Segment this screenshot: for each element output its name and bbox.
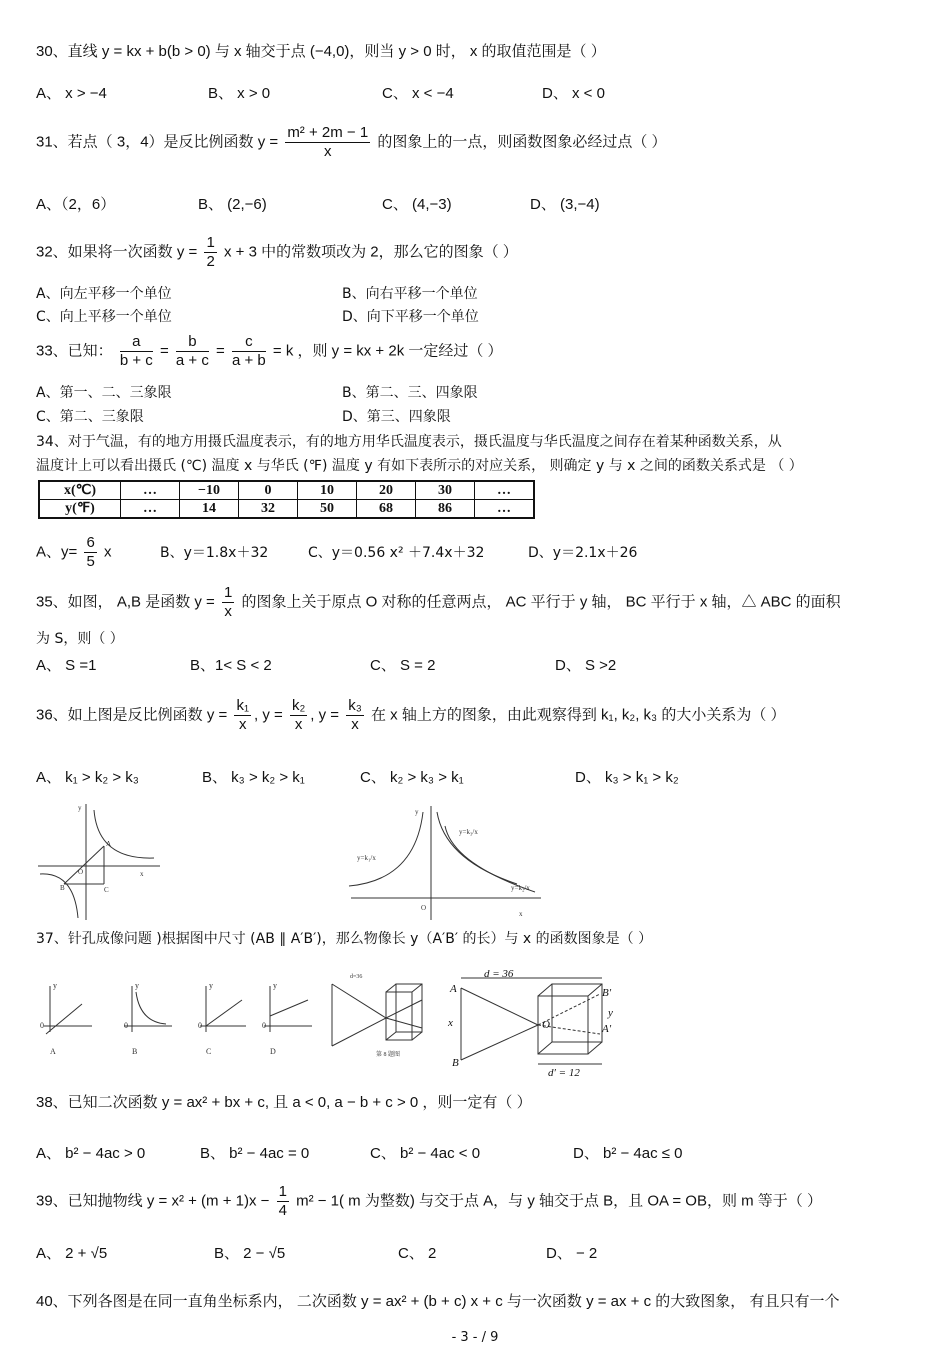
fig35-origin: O bbox=[78, 868, 84, 876]
svg-text:O: O bbox=[542, 1019, 550, 1031]
svg-text:y: y bbox=[273, 981, 277, 990]
svg-text:y: y bbox=[209, 981, 213, 990]
q35-option-b: B、1< S < 2 bbox=[190, 657, 272, 674]
fig36-curve-k1-label: y=k₁/x bbox=[357, 854, 376, 862]
q31-option-a: A、（2，6） bbox=[36, 196, 116, 213]
svg-text:0: 0 bbox=[40, 1021, 44, 1030]
svg-text:A: A bbox=[450, 983, 457, 995]
q32-option-d: D、向下平移一个单位 bbox=[342, 309, 479, 325]
q37-small-d-label: d=36 bbox=[350, 974, 363, 980]
fig35-x-label: x bbox=[140, 870, 144, 878]
q38-stem: 38、已知二次函数 y = ax² + bx + c, 且 a < 0, a − b + c > 0 ，则一定有（ ） bbox=[36, 1094, 532, 1111]
q36-option-d: D、 k₃ > k₁ > k₂ bbox=[575, 769, 679, 786]
svg-text:B: B bbox=[452, 1057, 459, 1069]
q35-stem: 35、如图， A,B 是函数 y = $\frac{1}{x}$ 的图象上关于原点 O 对称的任意两点， AC 平行于 y 轴， BC 平行于 x 轴，△ ABC 的面积 bbox=[36, 584, 841, 620]
q33-option-d: D、第三、四象限 bbox=[342, 409, 451, 425]
q37-figures bbox=[36, 968, 616, 1079]
q39-option-c: C、 2 bbox=[398, 1245, 437, 1262]
q36-figure bbox=[345, 800, 545, 922]
q33-option-c: C、第二、三象限 bbox=[36, 409, 144, 425]
q35-line2: 为 S，则（ ） bbox=[36, 631, 124, 647]
fig35-point-c: C bbox=[104, 886, 109, 894]
q40-stem: 40、下列各图是在同一直角坐标系内， 二次函数 y = ax² + (b + c) x + c 与一次函数 y = ax + c 的大致图象， 有且只有一个 bbox=[36, 1293, 840, 1310]
svg-text:B′: B′ bbox=[602, 987, 612, 999]
q30-option-b: B、 x > 0 bbox=[208, 85, 271, 102]
q33-option-a: A、第一、二、三象限 bbox=[36, 385, 172, 401]
q38-option-b: B、 b² − 4ac = 0 bbox=[200, 1145, 310, 1162]
q33-option-b: B、第二、三、四象限 bbox=[342, 385, 478, 401]
q37-graph-a-label: A bbox=[50, 1047, 56, 1056]
fig35-point-a: A bbox=[106, 840, 112, 848]
q35-option-a: A、 S =1 bbox=[36, 657, 97, 674]
q31-option-d: D、 (3,−4) bbox=[530, 196, 600, 213]
q31-stem: 31、若点（ 3，4）是反比例函数 y = $\frac{\text{m² + 2m − 1}}{x}$ 的图象上的一点，则函数图象必经过点（ ） bbox=[36, 124, 667, 160]
q34-option-a: A、y= $\frac{6}{5}$ x bbox=[36, 534, 112, 570]
table-row: y(℉) … 14 32 50 68 86 … bbox=[39, 500, 534, 519]
svg-text:y: y bbox=[135, 981, 139, 990]
q30-option-c: C、 x < −4 bbox=[382, 85, 454, 102]
q39-option-b: B、 2 − √5 bbox=[214, 1245, 286, 1262]
q32-option-a: A、向左平移一个单位 bbox=[36, 286, 172, 302]
q36-stem: 36、如上图是反比例函数 y = $\frac{\text{k₁}}{x}$ , y = $\frac{\text{k₂}}{x}$ , y = $\frac{\text{k₃}}{x}$ 在 x 轴上方的图象，由此观察得到 k₁, k₂, k₃ 的大小关系为（ ） bbox=[36, 697, 786, 733]
page-number: - 3 - / 9 bbox=[451, 1330, 499, 1345]
fig35-point-b: B bbox=[60, 884, 65, 892]
q39-option-d: D、 − 2 bbox=[546, 1245, 598, 1262]
fig36-y-label: y bbox=[415, 808, 419, 816]
svg-text:A′: A′ bbox=[602, 1023, 612, 1035]
q32-option-c: C、向上平移一个单位 bbox=[36, 309, 172, 325]
q38-option-d: D、 b² − 4ac ≤ 0 bbox=[573, 1145, 683, 1162]
svg-text:0: 0 bbox=[262, 1021, 266, 1030]
q34-option-b: B、y＝1.8x＋32 bbox=[160, 545, 269, 561]
q32-stem: 32、如果将一次函数 y = $\frac{1}{2}$ x + 3 中的常数项改为 2，那么它的图象（ ） bbox=[36, 234, 518, 270]
q37-caption: 第 8 题图 bbox=[376, 1052, 401, 1058]
q31-option-b: B、 (2,−6) bbox=[198, 196, 267, 213]
table-row: x(℃) … −10 0 10 20 30 … bbox=[39, 481, 534, 500]
q30-option-d: D、 x < 0 bbox=[542, 85, 605, 102]
q30-stem: 30、直线 y = kx + b(b > 0) 与 x 轴交于点 (−4,0)，则当 y > 0 时， x 的取值范围是（ ） bbox=[36, 43, 606, 60]
q35-option-c: C、 S = 2 bbox=[370, 657, 436, 674]
q39-stem: 39、已知抛物线 y = x² + (m + 1)x − $\frac{1}{4}$ m² − 1( m 为整数) 与交于点 A，与 y 轴交于点 B，且 OA = OB，则 m 等于（ ） bbox=[36, 1183, 822, 1219]
svg-text:0: 0 bbox=[124, 1021, 128, 1030]
q35-figure bbox=[34, 800, 164, 922]
q37-stem: 37、针孔成像问题 )根据图中尺寸 (AB ∥ A′B′)，那么物像长 y（A′B′ 的长）与 x 的函数图象是（ ） bbox=[36, 931, 653, 947]
q37-d-prime-label: d′ = 12 bbox=[548, 1067, 580, 1079]
q32-option-b: B、向右平移一个单位 bbox=[342, 286, 478, 302]
fig35-y-label: y bbox=[78, 804, 82, 812]
q35-option-d: D、 S >2 bbox=[555, 657, 617, 674]
svg-text:y: y bbox=[608, 1007, 613, 1019]
q38-option-a: A、 b² − 4ac > 0 bbox=[36, 1145, 146, 1162]
fig36-curve-k3-label: y=k₃/x bbox=[459, 828, 478, 836]
svg-text:0: 0 bbox=[198, 1021, 202, 1030]
q33-stem: 33、已知： $\frac{a}{b + c}$ = $\frac{b}{a + c}$ = $\frac{c}{a + b}$ = k ，则 y = kx + 2k 一定经过（ ） bbox=[36, 333, 503, 369]
q34-line1: 34、对于气温，有的地方用摄氏温度表示，有的地方用华氏温度表示，摄氏温度与华氏温度之间存在着某种函数关系，从 bbox=[36, 434, 782, 450]
q36-option-b: B、 k₃ > k₂ > k₁ bbox=[202, 769, 305, 786]
q37-graph-b-label: B bbox=[132, 1047, 138, 1056]
q36-option-a: A、 k₁ > k₂ > k₃ bbox=[36, 769, 139, 786]
q36-option-c: C、 k₂ > k₃ > k₁ bbox=[360, 769, 464, 786]
fig36-origin: O bbox=[421, 904, 427, 912]
temperature-table bbox=[38, 480, 535, 519]
fig36-curve-k2-label: y=k₂/x bbox=[511, 884, 530, 892]
q37-d-label: d = 36 bbox=[484, 968, 514, 980]
q31-option-c: C、 (4,−3) bbox=[382, 196, 452, 213]
q34-line2: 温度计上可以看出摄氏 (℃) 温度 x 与华氏 (℉) 温度 y 有如下表所示的对应关系， 则确定 y 与 x 之间的函数关系式是 （ ） bbox=[36, 458, 803, 474]
q38-option-c: C、 b² − 4ac < 0 bbox=[370, 1145, 481, 1162]
fig36-x-label: x bbox=[519, 910, 523, 918]
q34-option-d: D、y＝2.1x＋26 bbox=[528, 545, 638, 561]
q39-option-a: A、 2 + √5 bbox=[36, 1245, 108, 1262]
q30-option-a: A、 x > −4 bbox=[36, 85, 107, 102]
svg-text:y: y bbox=[53, 981, 57, 990]
q37-graph-d-label: D bbox=[270, 1047, 276, 1056]
svg-text:x: x bbox=[448, 1017, 453, 1029]
q34-option-c: C、y＝0.56 x² ＋7.4x＋32 bbox=[308, 545, 485, 561]
q37-graph-c-label: C bbox=[206, 1047, 212, 1056]
